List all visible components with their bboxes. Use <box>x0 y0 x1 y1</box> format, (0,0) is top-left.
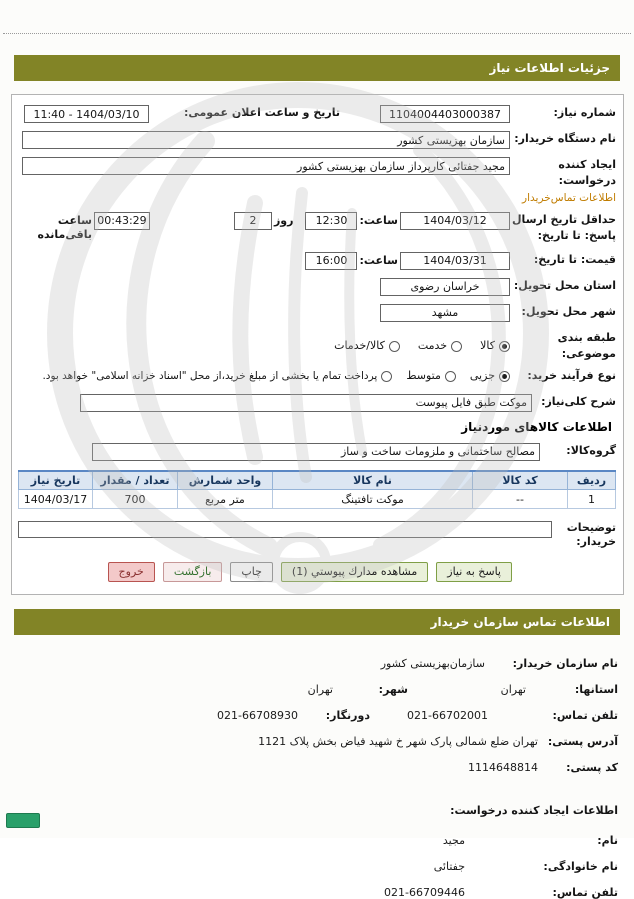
row-purchase-type <box>18 368 616 384</box>
first-name-value: مجید <box>442 833 465 847</box>
province-value: تهران <box>500 682 526 696</box>
purchase-medium-radio[interactable] <box>445 371 456 382</box>
goods-table-row <box>19 490 616 509</box>
view-attachments-button[interactable]: مشاهده مدارك پیوستي (1) <box>281 562 428 582</box>
goods-table-header-row <box>19 471 616 490</box>
col-unit: واحد شمارش <box>178 471 273 490</box>
phone-value: 021-66702001 <box>407 708 488 722</box>
purchase-partial-radio[interactable] <box>499 371 510 382</box>
buyer-contact-link[interactable]: اطلاعات تماس‌خریدار <box>522 191 616 204</box>
buyer-org-label: نام دستگاه خریدار: <box>514 132 616 145</box>
price-validity-time-field[interactable]: 16:00 <box>305 252 357 270</box>
details-title-bar <box>14 55 620 81</box>
subject-goods-radio[interactable] <box>499 341 510 352</box>
creator-phone-value: 021-66709446 <box>384 885 465 899</box>
need-details-panel <box>11 94 624 595</box>
price-validity-time-label: ساعت: <box>359 253 398 267</box>
contact-tel-row <box>10 709 618 722</box>
city-value: تهران <box>307 682 333 696</box>
row-buyer-notes <box>18 521 616 550</box>
last-name-label: نام خانوادگی: <box>543 859 618 873</box>
row-reply-deadline <box>18 212 616 244</box>
col-quantity: تعداد / مقدار <box>93 471 178 490</box>
subject-service-radio[interactable] <box>451 341 462 352</box>
row-need-number <box>18 105 616 123</box>
col-item-code: کد کالا <box>473 471 568 490</box>
address-value: تهران ضلع شمالی پارک شهر خ شهید فیاض بخش پلاک 1121 <box>258 734 538 748</box>
need-number-label: شماره نیاز: <box>553 106 616 119</box>
cell-quantity: 700 <box>93 490 178 509</box>
contact-org-row <box>10 657 618 670</box>
row-request-creator <box>18 157 616 204</box>
reply-deadline-label: حداقل تاریخ ارسال پاسخ: تا تاریخ: <box>512 212 616 242</box>
first-name-label: نام: <box>597 833 618 847</box>
col-item-name: نام کالا <box>273 471 473 490</box>
row-price-validity <box>18 252 616 270</box>
row-buyer-org <box>18 131 616 149</box>
purchase-medium-option-label: متوسط <box>406 369 441 383</box>
buyer-notes-label: توضیحات خریدار: <box>566 521 616 549</box>
need-description-label: شرح کلی‌نیاز: <box>541 394 616 408</box>
org-name-value: سازمان‌بهزیستی کشور <box>380 656 485 670</box>
reply-deadline-time-label: ساعت: <box>359 213 398 227</box>
goods-group-label: گروه‌کالا: <box>566 443 616 457</box>
creator-last-name-row <box>10 860 618 873</box>
delivery-province-label: استان محل تحویل: <box>513 278 616 292</box>
goods-table <box>18 470 616 510</box>
buyer-contact-section <box>0 635 634 899</box>
cell-unit: متر مربع <box>178 490 273 509</box>
row-delivery-city <box>18 304 616 322</box>
city-label: شهر: <box>378 682 408 696</box>
phone-label: تلفن تماس: <box>552 708 618 722</box>
cell-row-index: 1 <box>568 490 616 509</box>
request-creator-label: ایجاد کننده درخواست: <box>558 158 616 187</box>
corner-action-button[interactable] <box>6 813 40 828</box>
treasury-payment-option-label: پرداخت تمام یا بخشی از مبلغ خرید،از محل "اسناد خزانه اسلامی" خواهد بود. <box>42 369 378 382</box>
back-button[interactable]: بازگشت <box>163 562 223 582</box>
address-label: آدرس پستی: <box>547 734 618 748</box>
remaining-time-label: ساعت باقی‌مانده <box>37 213 92 241</box>
need-description-field[interactable]: موکت طبق فایل پیوست <box>80 394 532 412</box>
announce-datetime-field[interactable]: 1404/03/10 - 11:40 <box>24 105 149 123</box>
need-number-field[interactable]: 1104004403000387 <box>380 105 510 123</box>
respond-button[interactable]: پاسخ به نیاز <box>436 562 512 582</box>
days-field[interactable]: 2 <box>234 212 272 230</box>
top-dotted-divider <box>3 0 631 34</box>
org-name-label: نام سازمان خریدار: <box>512 656 618 670</box>
buyer-notes-field[interactable] <box>18 521 552 538</box>
cell-item-name: موکت تافتینگ <box>273 490 473 509</box>
subject-goods-option-label: کالا <box>480 339 495 353</box>
remaining-time-field[interactable]: 00:43:29 <box>94 212 150 230</box>
reply-deadline-time-field[interactable]: 12:30 <box>305 212 357 230</box>
row-goods-group <box>18 443 616 461</box>
row-subject-class <box>18 330 616 362</box>
subject-class-label: طبقه بندی موضوعی: <box>557 330 616 360</box>
price-validity-date-field[interactable]: 1404/03/31 <box>400 252 510 270</box>
postal-code-label: کد پستی: <box>566 760 618 774</box>
announce-datetime-label: تاریخ و ساعت اعلان عمومی: <box>183 106 340 119</box>
creator-first-name-row <box>10 834 618 847</box>
page-title: جزئیات اطلاعات نیاز <box>489 61 610 75</box>
buyer-org-field[interactable]: سازمان بهزیستی کشور <box>22 131 510 149</box>
row-need-description <box>18 394 616 412</box>
col-row-index: ردیف <box>568 471 616 490</box>
reply-deadline-date-field[interactable]: 1404/03/12 <box>400 212 510 230</box>
cell-need-date: 1404/03/17 <box>19 490 93 509</box>
subject-goods-services-radio[interactable] <box>389 341 400 352</box>
purchase-type-label: نوع فرآیند خرید: <box>527 368 616 382</box>
contact-title: اطلاعات تماس سازمان خریدار <box>430 614 610 629</box>
creator-phone-label: تلفن تماس: <box>552 885 618 899</box>
contact-address-row <box>10 735 618 748</box>
col-need-date: تاریخ نیاز <box>19 471 93 490</box>
postal-code-value: 1114648814 <box>468 760 538 774</box>
subject-service-option-label: خدمت <box>417 339 448 353</box>
contact-geo-row <box>10 683 618 696</box>
price-validity-label: قیمت: تا تاریخ: <box>533 252 616 266</box>
subject-goods-services-option-label: کالا/خدمات <box>334 339 385 353</box>
print-button[interactable]: چاپ <box>230 562 273 582</box>
cell-item-code: -- <box>473 490 568 509</box>
goods-group-field[interactable]: مصالح ساختمانی و ملزومات ساخت و ساز <box>92 443 540 461</box>
exit-button[interactable]: خروج <box>108 562 155 582</box>
delivery-province-field[interactable]: خراسان رضوی <box>380 278 510 296</box>
delivery-city-label: شهر محل تحویل: <box>521 304 616 318</box>
creator-phone-row <box>10 886 618 899</box>
goods-section-title: اطلاعات کالاهای موردنیاز <box>461 419 612 434</box>
last-name-value: جفتائی <box>433 859 465 873</box>
contact-postal-row <box>10 761 618 774</box>
row-delivery-province <box>18 278 616 296</box>
days-label: روز <box>273 213 294 227</box>
request-creator-field[interactable]: مجید جفتائی کارپرداز سازمان بهزیستی کشور <box>22 157 510 175</box>
delivery-city-field[interactable]: مشهد <box>380 304 510 322</box>
treasury-payment-radio[interactable] <box>381 371 392 382</box>
province-label: استانها: <box>574 682 618 696</box>
action-buttons <box>18 562 512 582</box>
fax-label: دورنگار: <box>325 708 370 722</box>
purchase-partial-option-label: جزیی <box>469 369 495 383</box>
fax-value: 021-66708930 <box>217 708 298 722</box>
creator-section-title: اطلاعات ایجاد کننده درخواست: <box>450 803 618 817</box>
contact-title-bar <box>14 609 620 635</box>
